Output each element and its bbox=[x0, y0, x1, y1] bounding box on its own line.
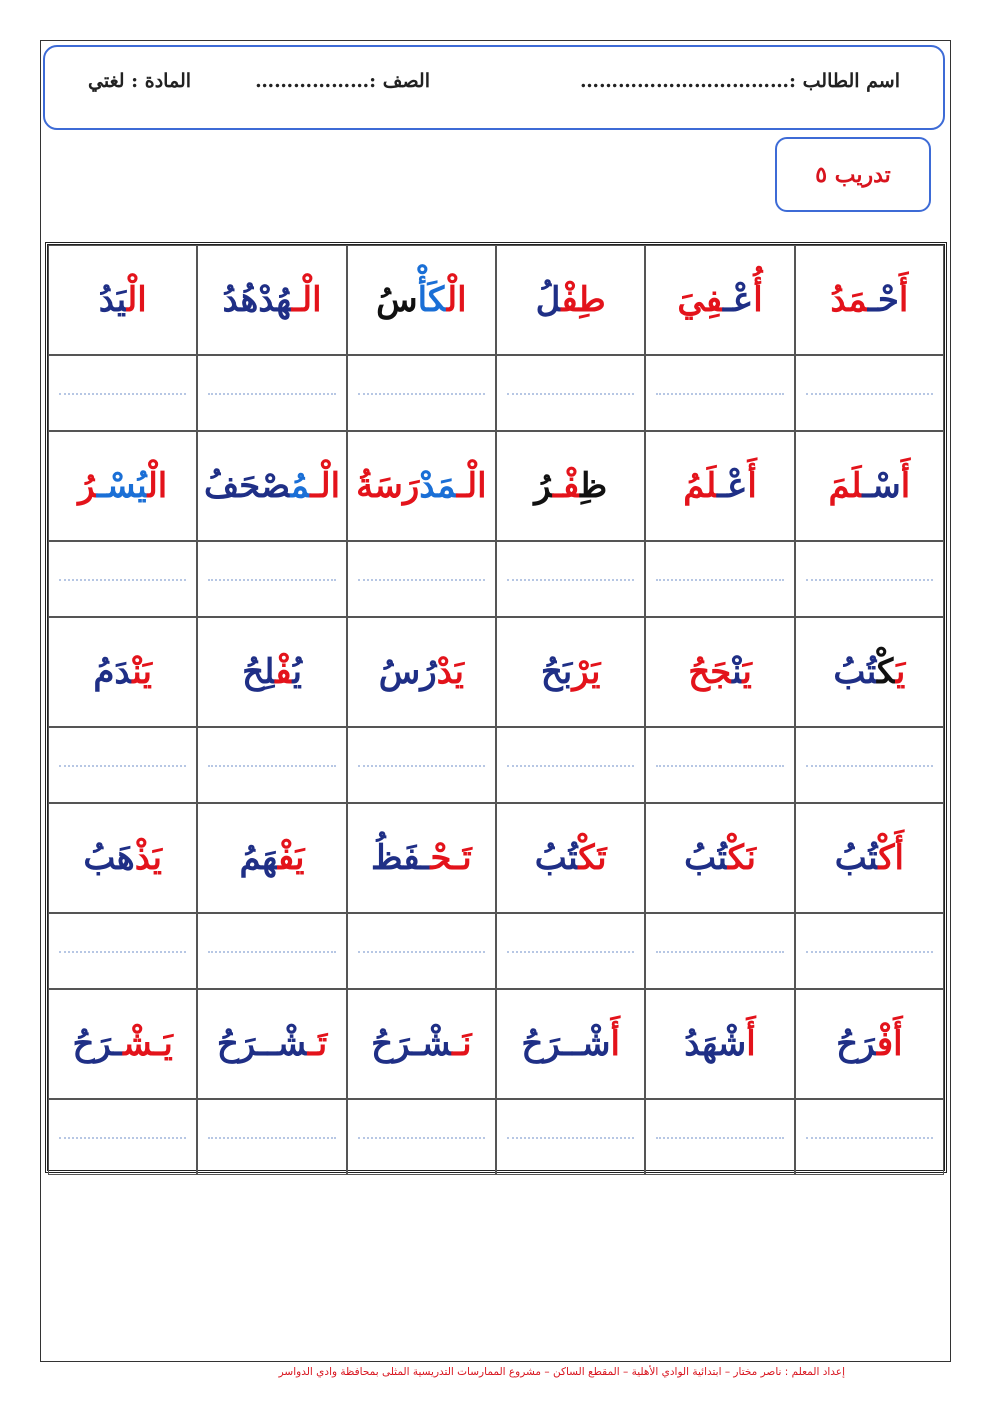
word bbox=[833, 652, 906, 692]
word-part: أَ bbox=[747, 466, 757, 506]
writing-cell[interactable] bbox=[197, 541, 346, 617]
word bbox=[540, 652, 601, 692]
writing-cell[interactable] bbox=[795, 541, 944, 617]
dotted-writing-line bbox=[806, 951, 933, 953]
word bbox=[834, 838, 904, 878]
writing-cell[interactable] bbox=[347, 913, 496, 989]
word-part: فْ bbox=[876, 1024, 894, 1064]
dotted-writing-line bbox=[59, 579, 186, 581]
word-part: فِيَ bbox=[677, 280, 723, 320]
writing-cell[interactable] bbox=[48, 1099, 197, 1175]
word-part: جَحُ bbox=[688, 652, 733, 692]
word-cell bbox=[795, 431, 944, 541]
word-part: الْـ bbox=[456, 466, 487, 506]
word-part: فْ bbox=[275, 652, 293, 692]
word-part: رُ bbox=[534, 466, 553, 506]
word-part: يُ bbox=[292, 652, 302, 692]
exercise-title: تدريب ٥ bbox=[775, 137, 931, 212]
word bbox=[78, 466, 168, 506]
word-grid bbox=[45, 242, 947, 1173]
dotted-writing-line bbox=[358, 393, 485, 395]
dotted-writing-line bbox=[59, 765, 186, 767]
word-cell bbox=[347, 245, 496, 355]
word-cell bbox=[645, 245, 794, 355]
writing-cell[interactable] bbox=[197, 727, 346, 803]
word-cell bbox=[347, 431, 496, 541]
word-part: سُ bbox=[376, 280, 418, 320]
word-part: رُ bbox=[78, 466, 97, 506]
writing-cell[interactable] bbox=[645, 355, 794, 431]
dotted-writing-line bbox=[507, 951, 634, 953]
dotted-writing-line bbox=[59, 1137, 186, 1139]
writing-cell[interactable] bbox=[496, 541, 645, 617]
word bbox=[376, 280, 467, 320]
word bbox=[222, 280, 322, 320]
word-part: يَ bbox=[152, 838, 163, 878]
dotted-writing-line bbox=[358, 579, 485, 581]
writing-cell[interactable] bbox=[48, 913, 197, 989]
word-part: نَـ bbox=[452, 1024, 472, 1064]
writing-cell[interactable] bbox=[496, 1099, 645, 1175]
word-part: صْحَفُ bbox=[203, 466, 291, 506]
dotted-writing-line bbox=[507, 393, 634, 395]
word-part: يَ bbox=[454, 652, 464, 692]
word-cell bbox=[48, 803, 197, 913]
word-cell bbox=[48, 617, 197, 727]
word-part: أَ bbox=[898, 280, 909, 320]
word-cell bbox=[48, 989, 197, 1099]
word bbox=[684, 1024, 756, 1064]
word-part: أَ bbox=[893, 1024, 903, 1064]
word bbox=[830, 280, 909, 320]
dotted-writing-line bbox=[208, 579, 335, 581]
writing-cell[interactable] bbox=[795, 913, 944, 989]
word-part: أَ bbox=[610, 1024, 620, 1064]
word-cell bbox=[645, 431, 794, 541]
student-name-label: اسم الطالب :…………………………… bbox=[580, 70, 900, 92]
word-cell bbox=[197, 617, 346, 727]
word bbox=[216, 1024, 328, 1064]
word-part: يُسْـ bbox=[96, 466, 148, 506]
word-part: لَمَ bbox=[828, 466, 863, 506]
word-cell bbox=[197, 803, 346, 913]
word-part: ـرَحُ bbox=[216, 1024, 268, 1064]
word bbox=[72, 1024, 173, 1064]
dotted-writing-line bbox=[507, 1137, 634, 1139]
word-part: تُبُ bbox=[534, 838, 579, 878]
word-part: نَ bbox=[746, 838, 756, 878]
word-cell bbox=[645, 803, 794, 913]
word-part: فْـ bbox=[552, 466, 581, 506]
writing-cell[interactable] bbox=[496, 913, 645, 989]
writing-cell[interactable] bbox=[347, 727, 496, 803]
word-part: بَحُ bbox=[540, 652, 573, 692]
word-part: كْ bbox=[877, 652, 896, 692]
word-part: تَـ bbox=[307, 1024, 328, 1064]
word-part: طِ bbox=[578, 280, 606, 320]
word-cell bbox=[48, 245, 197, 355]
writing-cell[interactable] bbox=[496, 355, 645, 431]
writing-cell[interactable] bbox=[197, 355, 346, 431]
writing-cell[interactable] bbox=[48, 355, 197, 431]
word-part: هُدْهُدُ bbox=[222, 280, 292, 320]
writing-cell[interactable] bbox=[795, 355, 944, 431]
word-cell bbox=[496, 245, 645, 355]
dotted-writing-line bbox=[656, 951, 783, 953]
writing-cell[interactable] bbox=[197, 913, 346, 989]
word-part: رُسُ bbox=[378, 652, 437, 692]
word-part: ـفَظُ bbox=[370, 838, 431, 878]
word-cell bbox=[645, 989, 794, 1099]
word-part: يَدُ bbox=[98, 280, 127, 320]
word-part: تُبُ bbox=[834, 838, 879, 878]
word-part: عْـ bbox=[722, 280, 754, 320]
word bbox=[677, 280, 763, 320]
word-cell bbox=[795, 617, 944, 727]
word-part: نْ bbox=[732, 652, 743, 692]
writing-cell[interactable] bbox=[645, 541, 794, 617]
writing-cell[interactable] bbox=[795, 727, 944, 803]
word bbox=[93, 652, 152, 692]
dotted-writing-line bbox=[59, 393, 186, 395]
dotted-writing-line bbox=[358, 765, 485, 767]
writing-cell[interactable] bbox=[347, 355, 496, 431]
word-part: كَأْ bbox=[417, 280, 447, 320]
word-part: يَ bbox=[295, 838, 305, 878]
word-part: الْ bbox=[446, 280, 467, 320]
word-cell bbox=[645, 617, 794, 727]
word-cell bbox=[347, 989, 496, 1099]
word bbox=[83, 838, 163, 878]
dotted-writing-line bbox=[59, 951, 186, 953]
word-part: دْ bbox=[436, 652, 455, 692]
word-part: أُ bbox=[753, 280, 763, 320]
word-cell bbox=[496, 617, 645, 727]
word-cell bbox=[496, 989, 645, 1099]
word bbox=[534, 466, 608, 506]
dotted-writing-line bbox=[806, 765, 933, 767]
word-part: لُ bbox=[535, 280, 562, 320]
word-part: يَ bbox=[142, 652, 152, 692]
word-part: ـرَحُ bbox=[521, 1024, 573, 1064]
word-part: مُ bbox=[290, 466, 311, 506]
word-part: نْ bbox=[132, 652, 143, 692]
word bbox=[535, 280, 606, 320]
writing-cell[interactable] bbox=[645, 913, 794, 989]
writing-cell[interactable] bbox=[347, 1099, 496, 1175]
word bbox=[683, 466, 757, 506]
word-part: ذْ bbox=[134, 838, 153, 878]
writing-cell[interactable] bbox=[496, 727, 645, 803]
word-part: يَ bbox=[895, 652, 906, 692]
word-part: شْ bbox=[421, 1024, 453, 1064]
word bbox=[684, 838, 756, 878]
dotted-writing-line bbox=[806, 393, 933, 395]
writing-cell[interactable] bbox=[645, 727, 794, 803]
dotted-writing-line bbox=[806, 579, 933, 581]
word-part: هَمُ bbox=[239, 838, 278, 878]
word-part: فْ bbox=[561, 280, 579, 320]
word-cell bbox=[347, 803, 496, 913]
dotted-writing-line bbox=[656, 765, 783, 767]
dotted-writing-line bbox=[507, 579, 634, 581]
word-part: رْ bbox=[572, 652, 592, 692]
word-cell bbox=[197, 431, 346, 541]
word-part: شْـ bbox=[572, 1024, 611, 1064]
word-part: الْ bbox=[126, 280, 147, 320]
dotted-writing-line bbox=[806, 1137, 933, 1139]
word-part: تَ bbox=[597, 838, 607, 878]
word bbox=[356, 466, 487, 506]
word-part: تَـ bbox=[452, 838, 472, 878]
word-part: شْـ bbox=[267, 1024, 308, 1064]
word-part: ـرَحُ bbox=[72, 1024, 124, 1064]
word-cell bbox=[795, 803, 944, 913]
writing-cell[interactable] bbox=[795, 1099, 944, 1175]
word-part: عْـ bbox=[717, 466, 748, 506]
word-part: شْ bbox=[717, 1024, 747, 1064]
word-part: رَحُ bbox=[836, 1024, 877, 1064]
writing-cell[interactable] bbox=[48, 727, 197, 803]
word-part: كْ bbox=[578, 838, 598, 878]
word-part: يَـ bbox=[153, 1024, 173, 1064]
word-cell bbox=[347, 617, 496, 727]
word-cell bbox=[48, 431, 197, 541]
word-part: ظِ bbox=[580, 466, 608, 506]
word-part: مَدُ bbox=[830, 280, 868, 320]
word bbox=[828, 466, 911, 506]
class-label: الصف :……………… bbox=[255, 70, 430, 92]
word-part: يَ bbox=[742, 652, 752, 692]
word-part: هَبُ bbox=[83, 838, 135, 878]
word-part: كْ bbox=[727, 838, 747, 878]
word-part: الْـ bbox=[310, 466, 341, 506]
word-part: أَ bbox=[900, 466, 911, 506]
dotted-writing-line bbox=[208, 393, 335, 395]
dotted-writing-line bbox=[656, 579, 783, 581]
word-cell bbox=[795, 989, 944, 1099]
word bbox=[521, 1024, 620, 1064]
word-part: هَدُ bbox=[684, 1024, 718, 1064]
dotted-writing-line bbox=[507, 765, 634, 767]
word-part: أَ bbox=[746, 1024, 756, 1064]
word-part: حْـ bbox=[867, 280, 899, 320]
word-part: يَ bbox=[591, 652, 601, 692]
dotted-writing-line bbox=[656, 1137, 783, 1139]
word-part: تُبُ bbox=[833, 652, 878, 692]
word bbox=[378, 652, 464, 692]
writing-cell[interactable] bbox=[347, 541, 496, 617]
dotted-writing-line bbox=[358, 1137, 485, 1139]
word-part: شْ bbox=[123, 1024, 154, 1064]
word-part: مَدْ bbox=[419, 466, 457, 506]
word-cell bbox=[496, 431, 645, 541]
word bbox=[203, 466, 341, 506]
word bbox=[98, 280, 147, 320]
word-part: لِحُ bbox=[242, 652, 276, 692]
subject-label: المادة : لغتي bbox=[88, 70, 192, 92]
word-part: سْـ bbox=[862, 466, 901, 506]
word-cell bbox=[197, 245, 346, 355]
word bbox=[239, 838, 305, 878]
word-cell bbox=[496, 803, 645, 913]
word-part: دَمُ bbox=[93, 652, 133, 692]
word-part: تُبُ bbox=[684, 838, 728, 878]
word-part: الْ bbox=[147, 466, 168, 506]
word bbox=[836, 1024, 903, 1064]
word-cell bbox=[197, 989, 346, 1099]
word-part: ـرَحُ bbox=[371, 1024, 422, 1064]
word-part: حْ bbox=[430, 838, 453, 878]
word bbox=[688, 652, 752, 692]
word bbox=[242, 652, 302, 692]
dotted-writing-line bbox=[208, 1137, 335, 1139]
word-part: كْ bbox=[878, 838, 895, 878]
writing-cell[interactable] bbox=[197, 1099, 346, 1175]
word bbox=[534, 838, 607, 878]
word bbox=[370, 838, 472, 878]
writing-cell[interactable] bbox=[48, 541, 197, 617]
dotted-writing-line bbox=[358, 951, 485, 953]
dotted-writing-line bbox=[656, 393, 783, 395]
word-part: فْ bbox=[277, 838, 296, 878]
word-part: رَسَةُ bbox=[356, 466, 420, 506]
dotted-writing-line bbox=[208, 951, 335, 953]
footer-credit: إعداد المعلم : ناصر مختار – ابتدائية الوادي الأهلية – المقطع الساكن – مشروع الممارسات التدريسية المثلى بمحافظة وادي الدواسر bbox=[278, 1366, 845, 1378]
word-part: الْـ bbox=[291, 280, 322, 320]
writing-cell[interactable] bbox=[645, 1099, 794, 1175]
word-cell bbox=[795, 245, 944, 355]
dotted-writing-line bbox=[208, 765, 335, 767]
word-part: أَ bbox=[894, 838, 904, 878]
word bbox=[371, 1024, 472, 1064]
word-part: لَمُ bbox=[683, 466, 718, 506]
